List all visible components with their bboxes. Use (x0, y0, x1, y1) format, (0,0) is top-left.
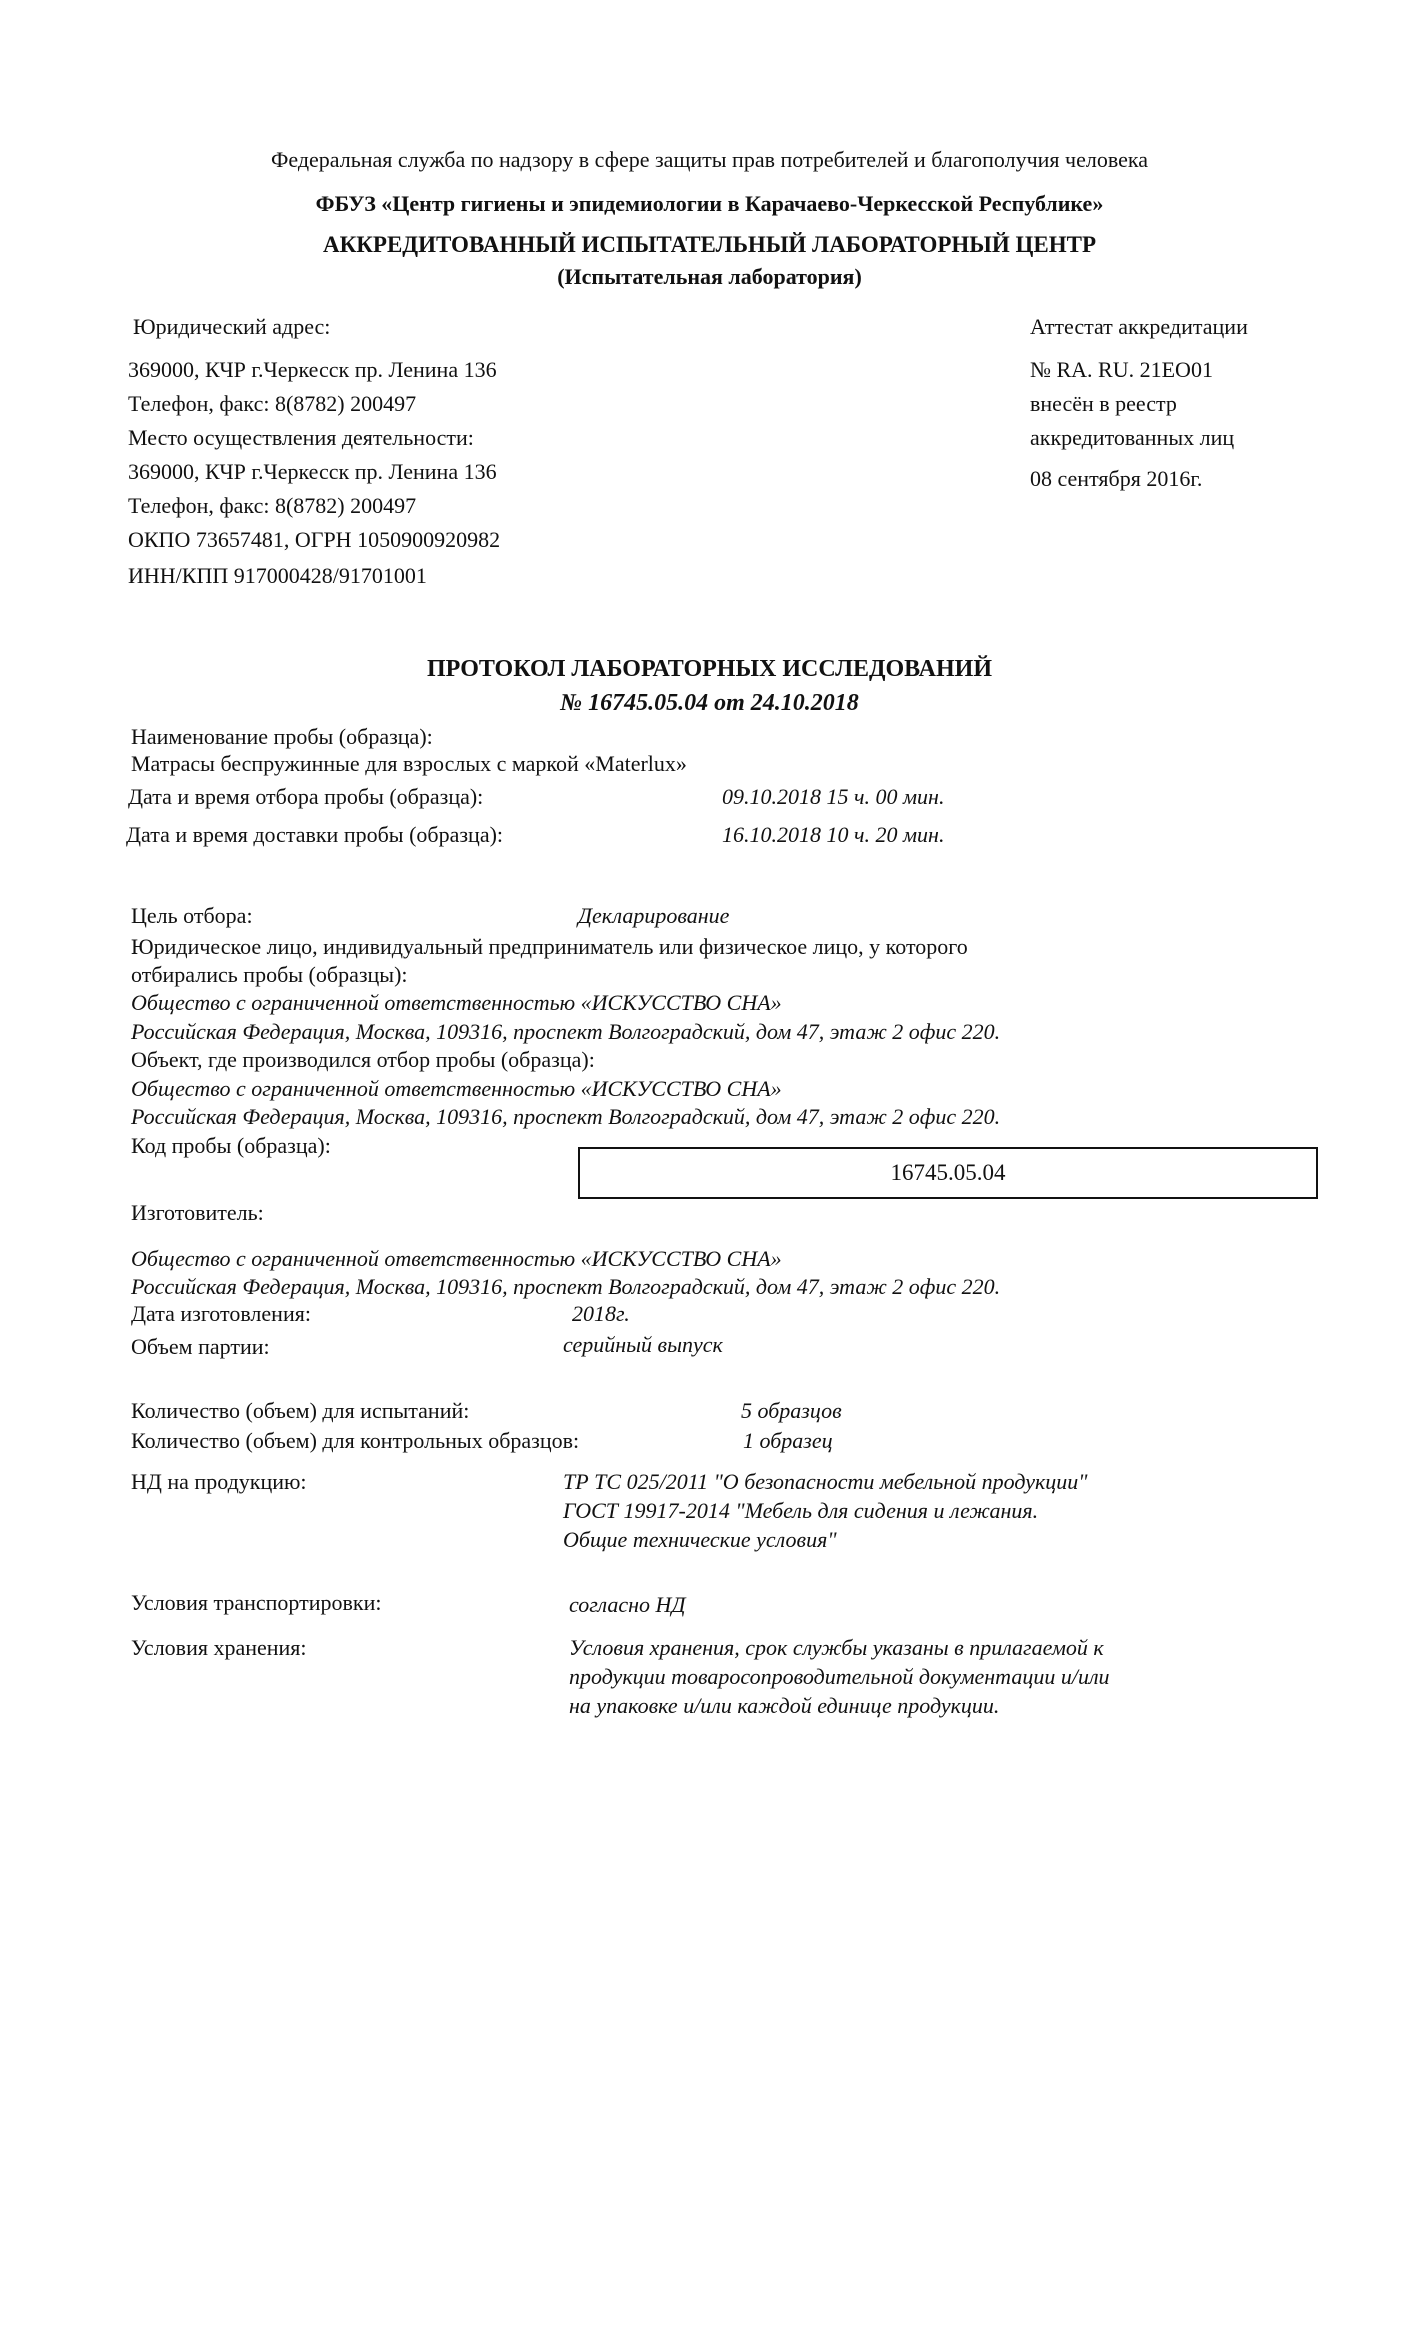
activity-address-label: Место осуществления деятельности: (128, 425, 474, 450)
sample-code-box (578, 1147, 1318, 1199)
legal-phone: Телефон, факс: 8(8782) 200497 (128, 391, 417, 416)
delivery-date-value: 16.10.2018 10 ч. 20 мин. (722, 822, 945, 847)
entity-name: Общество с ограниченной ответственностью «ИСКУССТВО СНА» (131, 990, 782, 1015)
nd-value-line-1: ТР ТС 025/2011 "О безопасности мебельной продукции" (563, 1469, 1088, 1494)
nd-label: НД на продукцию: (131, 1469, 307, 1494)
storage-value-line-1: Условия хранения, срок службы указаны в прилагаемой к (569, 1635, 1104, 1660)
activity-address: 369000, КЧР г.Черкесск пр. Ленина 136 (128, 459, 497, 484)
legal-address: 369000, КЧР г.Черкесск пр. Ленина 136 (128, 357, 497, 382)
entity-address: Российская Федерация, Москва, 109316, проспект Волгоградский, дом 47, этаж 2 офис 220. (131, 1019, 1001, 1044)
institution-name: ФБУЗ «Центр гигиены и эпидемиологии в Карачаево-Черкесской Республике» (315, 191, 1104, 216)
activity-phone: Телефон, факс: 8(8782) 200497 (128, 493, 417, 518)
mfg-date-label: Дата изготовления: (131, 1301, 311, 1326)
manufacturer-label: Изготовитель: (131, 1200, 264, 1225)
entity-label-line-2: отбирались пробы (образцы): (131, 962, 408, 987)
mfg-date-value: 2018г. (572, 1301, 630, 1326)
inn-kpp: ИНН/КПП 917000428/91701001 (128, 563, 427, 588)
object-label: Объект, где производился отбор пробы (образца): (131, 1047, 595, 1072)
agency-name: Федеральная служба по надзору в сфере защиты прав потребителей и благополучия человека (270, 147, 1148, 172)
manufacturer-name: Общество с ограниченной ответственностью «ИСКУССТВО СНА» (131, 1246, 782, 1271)
test-qty-value: 5 образцов (741, 1398, 842, 1423)
lab-name: (Испытательная лаборатория) (557, 264, 862, 289)
purpose-label: Цель отбора: (131, 903, 253, 928)
transport-value: согласно НД (569, 1592, 686, 1617)
protocol-number: № 16745.05.04 от 24.10.2018 (560, 690, 859, 716)
protocol-title: ПРОТОКОЛ ЛАБОРАТОРНЫХ ИССЛЕДОВАНИЙ (427, 656, 992, 682)
entity-label-line-1: Юридическое лицо, индивидуальный предприниматель или физическое лицо, у которого (131, 934, 968, 959)
accreditation-number: № RA. RU. 21ЕО01 (1030, 357, 1213, 382)
sampling-date-label: Дата и время отбора пробы (образца): (128, 784, 484, 809)
sample-name-label: Наименование пробы (образца): (131, 724, 433, 749)
registry-line-1: внесён в реестр (1030, 391, 1177, 416)
batch-value: серийный выпуск (563, 1332, 723, 1357)
registry-line-2: аккредитованных лиц (1030, 425, 1235, 450)
sample-code-value: 16745.05.04 (890, 1160, 1006, 1185)
storage-value-line-2: продукции товаросопроводительной документации и/или (569, 1664, 1110, 1689)
storage-label: Условия хранения: (131, 1635, 307, 1660)
nd-value-line-3: Общие технические условия" (563, 1527, 837, 1552)
control-qty-label: Количество (объем) для контрольных образцов: (131, 1428, 580, 1453)
delivery-date-label: Дата и время доставки пробы (образца): (126, 822, 504, 847)
accreditation-label: Аттестат аккредитации (1030, 314, 1248, 339)
test-qty-label: Количество (объем) для испытаний: (131, 1398, 470, 1423)
sample-code-label: Код пробы (образца): (131, 1133, 331, 1158)
batch-label: Объем партии: (131, 1334, 270, 1359)
control-qty-value: 1 образец (743, 1428, 833, 1453)
manufacturer-address: Российская Федерация, Москва, 109316, проспект Волгоградский, дом 47, этаж 2 офис 220. (131, 1274, 1001, 1299)
object-name: Общество с ограниченной ответственностью «ИСКУССТВО СНА» (131, 1076, 782, 1101)
object-address: Российская Федерация, Москва, 109316, проспект Волгоградский, дом 47, этаж 2 офис 220. (131, 1104, 1001, 1129)
purpose-value: Декларирование (578, 903, 730, 928)
sampling-date-value: 09.10.2018 15 ч. 00 мин. (722, 784, 945, 809)
transport-label: Условия транспортировки: (131, 1590, 382, 1615)
legal-address-label: Юридический адрес: (133, 314, 331, 339)
sample-name-value: Матрасы беспружинные для взрослых с маркой «Materlux» (131, 751, 687, 776)
storage-value-line-3: на упаковке и/или каждой единице продукции. (569, 1693, 1000, 1718)
okpo-ogrn: ОКПО 73657481, ОГРН 1050900920982 (128, 527, 501, 552)
center-name: АККРЕДИТОВАННЫЙ ИСПЫТАТЕЛЬНЫЙ ЛАБОРАТОРНЫЙ ЦЕНТР (322, 232, 1097, 257)
nd-value-line-2: ГОСТ 19917-2014 "Мебель для сидения и лежания. (563, 1498, 1039, 1523)
accreditation-date: 08 сентября 2016г. (1030, 466, 1203, 491)
